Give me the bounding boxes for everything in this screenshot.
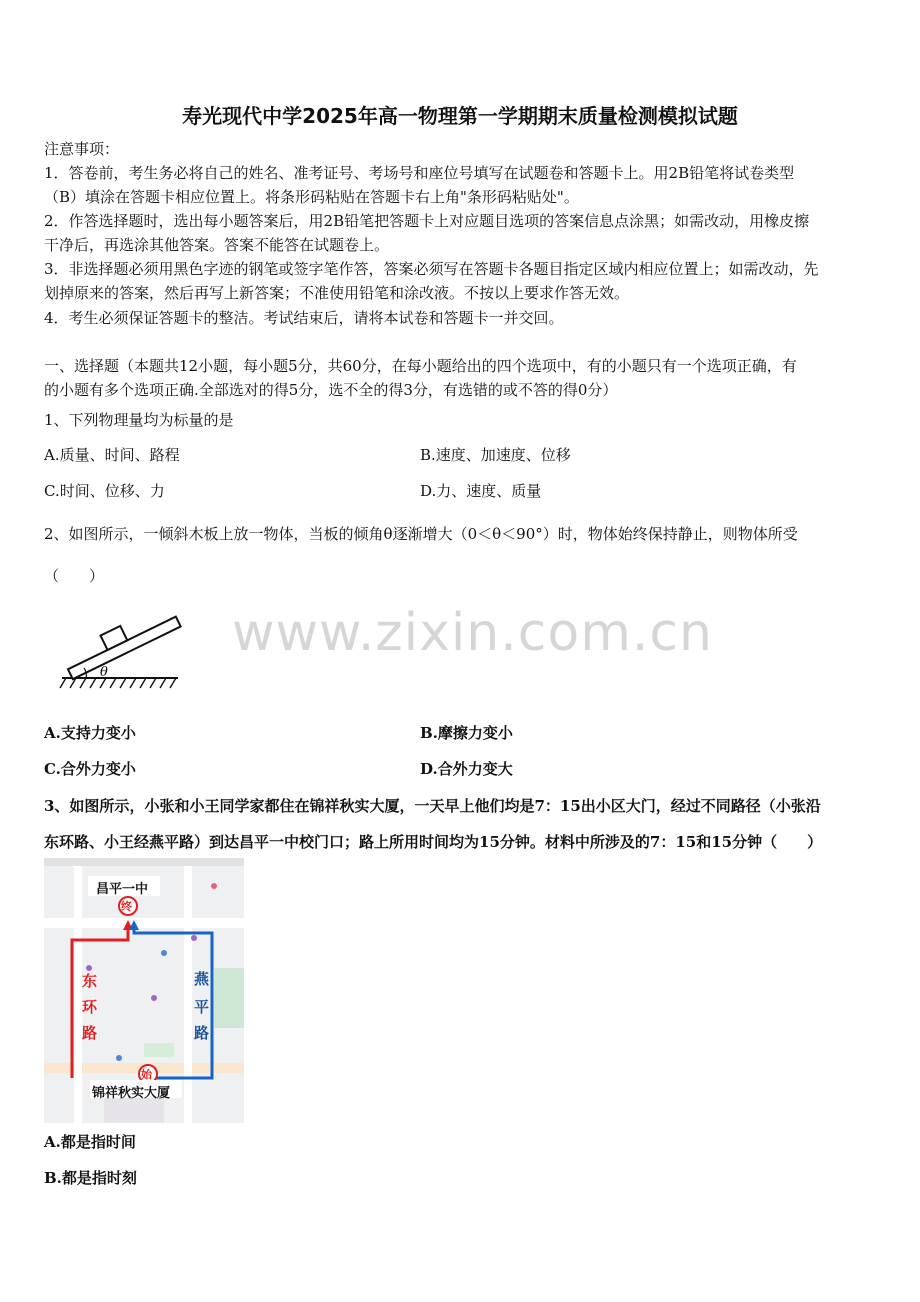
east-road-label-2: 环 (82, 998, 98, 1016)
section-heading-cont: 的小题有多个选项正确.全部选对的得5分，选不全的得3分，有选错的或不答的得0分） (44, 381, 618, 399)
q3-stem: 3、如图所示，小张和小王同学家都住在锦祥秋实大厦，一天早上他们均是7：15出小区大门，经过不同路径（小张沿 (44, 797, 821, 815)
school-label: 昌平一中 (96, 882, 149, 897)
end-marker: 终 (121, 900, 132, 913)
yanping-road-label-3: 路 (194, 1024, 210, 1042)
section-heading: 一、选择题（本题共12小题，每小题5分，共60分，在每小题给出的四个选项中，有的小题只有一个选项正确，有 (44, 357, 797, 375)
q2-option-a: A.支持力变小 (44, 724, 136, 742)
inclined-board (61, 608, 181, 679)
notice-line: （B）填涂在答题卡相应位置上。将条形码粘贴在答题卡右上角"条形码粘贴处"。 (44, 188, 579, 206)
angle-label: θ (100, 665, 108, 680)
watermark: www.zixin.com.cn (232, 603, 713, 663)
q1-option-d: D.力、速度、质量 (420, 482, 542, 500)
q2-option-b: B.摩擦力变小 (420, 724, 513, 742)
notice-line: 划掉原来的答案，然后再写上新答案；不准使用铅笔和涂改液。不按以上要求作答无效。 (44, 284, 630, 302)
east-road-label-3: 路 (82, 1024, 98, 1042)
q3-stem-cont: 东环路、小王经燕平路）到达昌平一中校门口；路上所用时间均为15分钟。材料中所涉及的7：15和15分钟（ ） (44, 833, 823, 851)
q3-option-a: A.都是指时间 (44, 1133, 136, 1151)
notice-line: 4．考生必须保证答题卡的整洁。考试结束后，请将本试卷和答题卡一并交回。 (44, 309, 564, 327)
q1-stem: 1、下列物理量均为标量的是 (44, 411, 234, 429)
yanping-road-label-2: 平 (194, 998, 210, 1016)
q2-option-c: C.合外力变小 (44, 760, 136, 778)
home-label: 锦祥秋实大厦 (92, 1086, 171, 1101)
incline-figure (56, 608, 186, 692)
east-road-label-1: 东 (82, 972, 98, 990)
notice-line: 2．作答选择题时，选出每小题答案后，用2B铅笔把答题卡上对应题目选项的答案信息点涂黑；如需改动，用橡皮擦 (44, 212, 810, 230)
q3-option-b: B.都是指时刻 (44, 1169, 137, 1187)
q2-option-d: D.合外力变大 (420, 760, 513, 778)
start-marker: 始 (141, 1068, 152, 1081)
notice-line: 1．答卷前，考生务必将自己的姓名、准考证号、考场号和座位号填写在试题卷和答题卡上。用2B铅笔将试卷类型 (44, 164, 795, 182)
q2-stem: 2、如图所示，一倾斜木板上放一物体，当板的倾角θ逐渐增大（0＜θ＜90°）时，物体始终保持静止，则物体所受 (44, 525, 798, 543)
yanping-road-label-1: 燕 (194, 970, 210, 988)
ground-hatching (60, 678, 176, 688)
route-map (44, 858, 244, 1123)
q1-option-a: A.质量、时间、路程 (44, 446, 180, 464)
notice-line: 3．非选择题必须用黑色字迹的钢笔或签字笔作答，答案必须写在答题卡各题目指定区域内相应位置上；如需改动，先 (44, 260, 819, 278)
q1-option-b: B.速度、加速度、位移 (420, 446, 571, 464)
notice-line: 干净后，再选涂其他答案。答案不能答在试题卷上。 (44, 236, 390, 254)
page-title: 寿光现代中学2025年高一物理第一学期期末质量检测模拟试题 (182, 104, 738, 128)
q1-option-c: C.时间、位移、力 (44, 482, 165, 500)
q2-blank: （ ） (44, 567, 105, 585)
notice-heading: 注意事项： (44, 140, 120, 158)
